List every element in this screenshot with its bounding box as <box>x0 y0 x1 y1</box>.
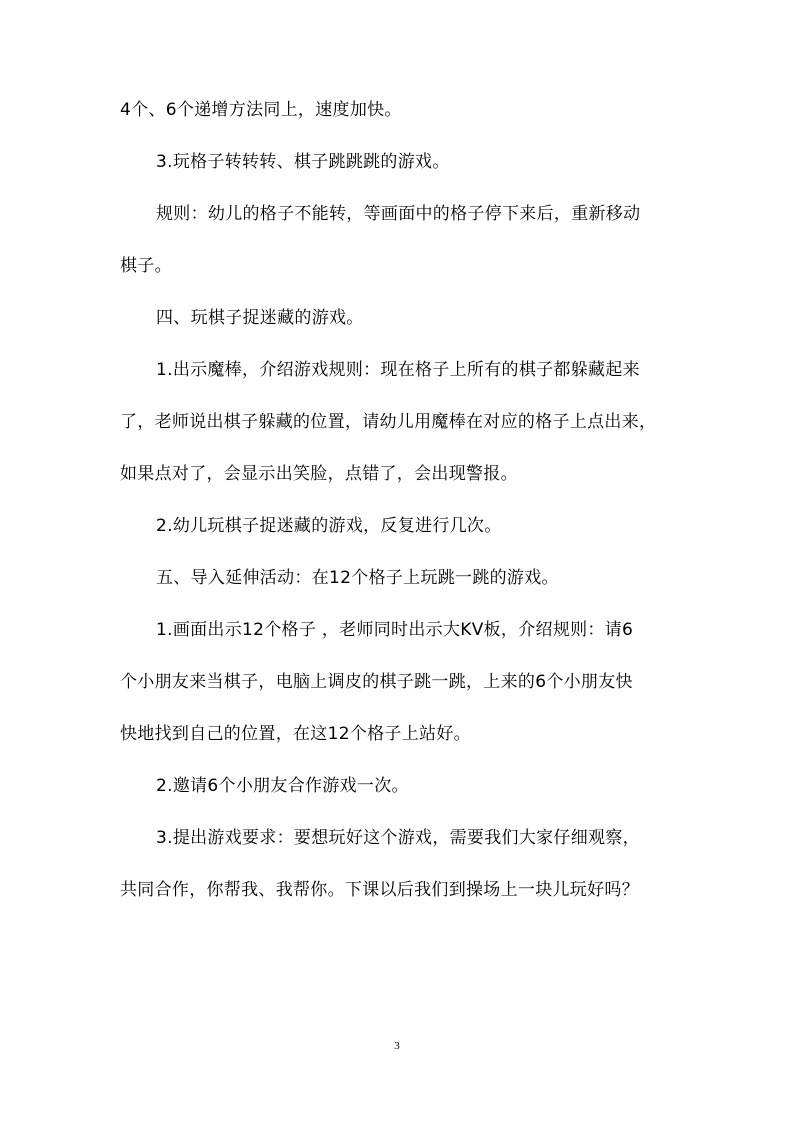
paragraph-line: 如果点对了，会显示出笑脸，点错了，会出现警报。 <box>120 464 518 484</box>
paragraph-line: 共同合作，你帮我、我帮你。下课以后我们到操场上一块儿玩好吗？ <box>120 880 639 900</box>
paragraph-line: 2.幼儿玩棋子捉迷藏的游戏，反复进行几次。 <box>156 516 502 536</box>
paragraph-line: 1.画面出示12个格子 ，老师同时出示大KV板，介绍规则：请6 <box>156 620 634 640</box>
paragraph-line: 快地找到自己的位置，在这12个格子上站好。 <box>120 724 471 744</box>
paragraph-line: 4个、6个递增方法同上，速度加快。 <box>120 100 402 120</box>
paragraph-line: 个小朋友来当棋子，电脑上调皮的棋子跳一跳，上来的6个小朋友快 <box>120 672 633 692</box>
paragraph-line: 1.出示魔棒，介绍游戏规则：现在格子上所有的棋子都躲藏起来 <box>156 360 640 380</box>
paragraph-line: 了，老师说出棋子躲藏的位置，请幼儿用魔棒在对应的格子上点出来， <box>120 412 657 432</box>
page-number: 3 <box>394 1040 400 1052</box>
document-body <box>120 92 680 924</box>
paragraph-line: 2.邀请6个小朋友合作游戏一次。 <box>156 776 409 796</box>
section-heading: 五、导入延伸活动：在12个格子上玩跳一跳的游戏。 <box>156 568 559 588</box>
paragraph-line: 棋子。 <box>120 256 172 276</box>
paragraph-line: 3.玩格子转转转、棋子跳跳跳的游戏。 <box>156 152 450 172</box>
paragraph-line: 3.提出游戏要求：要想玩好这个游戏，需要我们大家仔细观察， <box>156 828 640 848</box>
paragraph-line: 规则：幼儿的格子不能转，等画面中的格子停下来后，重新移动 <box>156 204 641 224</box>
section-heading: 四、玩棋子捉迷藏的游戏。 <box>156 308 364 328</box>
